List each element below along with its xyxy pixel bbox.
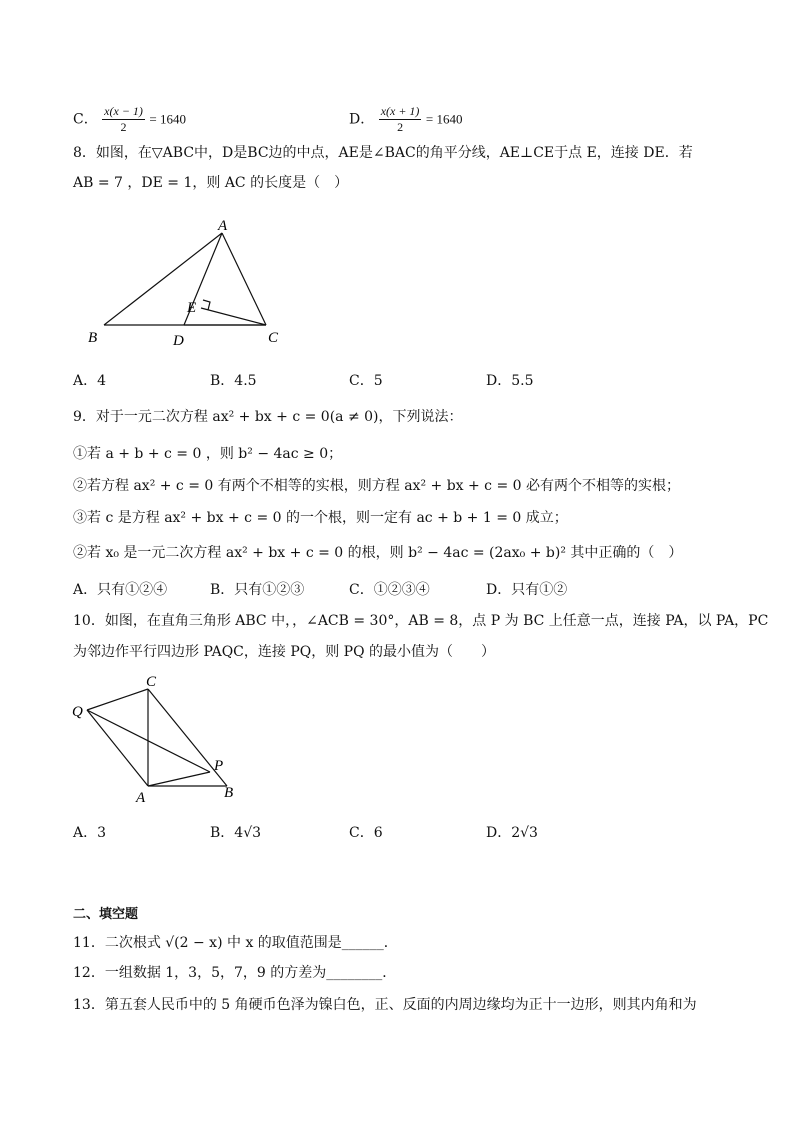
q8-option-c: C．5 (349, 373, 383, 389)
q9-option-a: A．只有①②④ (73, 582, 168, 598)
q9-stem: 9．对于一元二次方程 ax² + bx + c = 0(a ≠ 0)，下列说法： (73, 409, 463, 425)
q10-stem-line1: 10．如图，在直角三角形 ABC 中，，∠ACB = 30°，AB = 8，点 P 为 BC 上任意一点，连接 PA，以 PA，PC (73, 613, 769, 629)
q10-label-c: C (146, 674, 157, 690)
q10-segment-ap (148, 772, 210, 786)
q8-option-a: A．4 (73, 373, 107, 389)
q8-stem-line2: AB = 7 ，DE = 1，则 AC 的长度是（ ） (73, 175, 349, 191)
q9-statement-4: ②若 x₀ 是一元二次方程 ax² + bx + c = 0 的根，则 b² − 4ac = (2ax₀ + b)² 其中正确的（ ） (73, 545, 683, 561)
q9-statement-2: ②若方程 ax² + c = 0 有两个不相等的实根，则方程 ax² + bx + c = 0 必有两个不相等的实根； (73, 478, 681, 494)
q8-label-c: C (268, 330, 279, 346)
q10-option-d: D．2√3 (486, 825, 538, 841)
q12-text: 12．一组数据 1，3，5，7，9 的方差为________． (73, 965, 397, 981)
section-fill-in-title: 二、填空题 (73, 907, 139, 922)
q7-option-c-fraction (102, 104, 145, 135)
q7-option-c (73, 104, 186, 135)
q7-option-d-denominator: 2 (397, 120, 404, 134)
q10-stem-line2: 为邻边作平行四边形 PAQC，连接 PQ，则 PQ 的最小值为（ ） (73, 644, 496, 660)
q13-text: 13．第五套人民币中的 5 角硬币色泽为镍白色，正、反面的内周边缘均为正十一边形，则其内角和为 (73, 997, 697, 1013)
q7-option-d-numerator: x(x + 1) (380, 104, 420, 118)
q8-stem-line1: 8．如图，在▽ABC中，D是BC边的中点，AE是∠BAC的角平分线，AE⊥CE于点 E，连接 DE．若 (73, 145, 693, 161)
q9-option-c: C．①②③④ (349, 582, 430, 598)
q8-segment-ec (201, 308, 266, 325)
q10-segment-qc (87, 689, 148, 710)
q7-option-d-fraction (379, 104, 422, 135)
q10-label-q: Q (72, 704, 83, 720)
q8-segment-ac (222, 233, 266, 325)
q8-label-b: B (88, 330, 98, 346)
q11-text: 11．二次根式 √(2 − x) 中 x 的取值范围是______． (73, 935, 398, 951)
q9-statement-3: ③若 c 是方程 ax² + bx + c = 0 的一个根，则一定有 ac + b + 1 = 0 成立； (73, 510, 568, 526)
q7-option-c-rhs: = 1640 (149, 111, 186, 127)
q9-option-d: D．只有①② (486, 582, 568, 598)
q8-label-d: D (173, 333, 184, 349)
q8-label-a: A (218, 218, 228, 234)
q9-option-b: B．只有①②③ (210, 582, 305, 598)
q10-option-a: A．3 (73, 825, 107, 841)
q8-triangle-figure (80, 212, 300, 352)
q8-option-b: B．4.5 (210, 373, 257, 389)
q7-option-c-numerator: x(x − 1) (104, 104, 143, 118)
q8-option-d: D．5.5 (486, 373, 534, 389)
q10-parallelogram-figure (66, 672, 246, 807)
q10-segment-qa (87, 710, 148, 786)
q7-option-c-denominator: 2 (120, 120, 127, 134)
q10-label-a: A (136, 790, 146, 806)
q7-option-c-label: C． (73, 111, 98, 128)
q8-segment-ab (104, 233, 222, 325)
q7-option-d (349, 104, 462, 135)
q10-label-b: B (224, 785, 234, 801)
q8-label-e: E (187, 300, 197, 316)
q10-option-b: B．4√3 (210, 825, 262, 841)
q10-label-p: P (214, 758, 224, 774)
q9-statement-1: ①若 a + b + c = 0 ，则 b² − 4ac ≥ 0； (73, 446, 343, 462)
q10-option-c: C．6 (349, 825, 383, 841)
q7-option-d-label: D． (349, 111, 375, 128)
q7-option-d-rhs: = 1640 (425, 111, 463, 127)
